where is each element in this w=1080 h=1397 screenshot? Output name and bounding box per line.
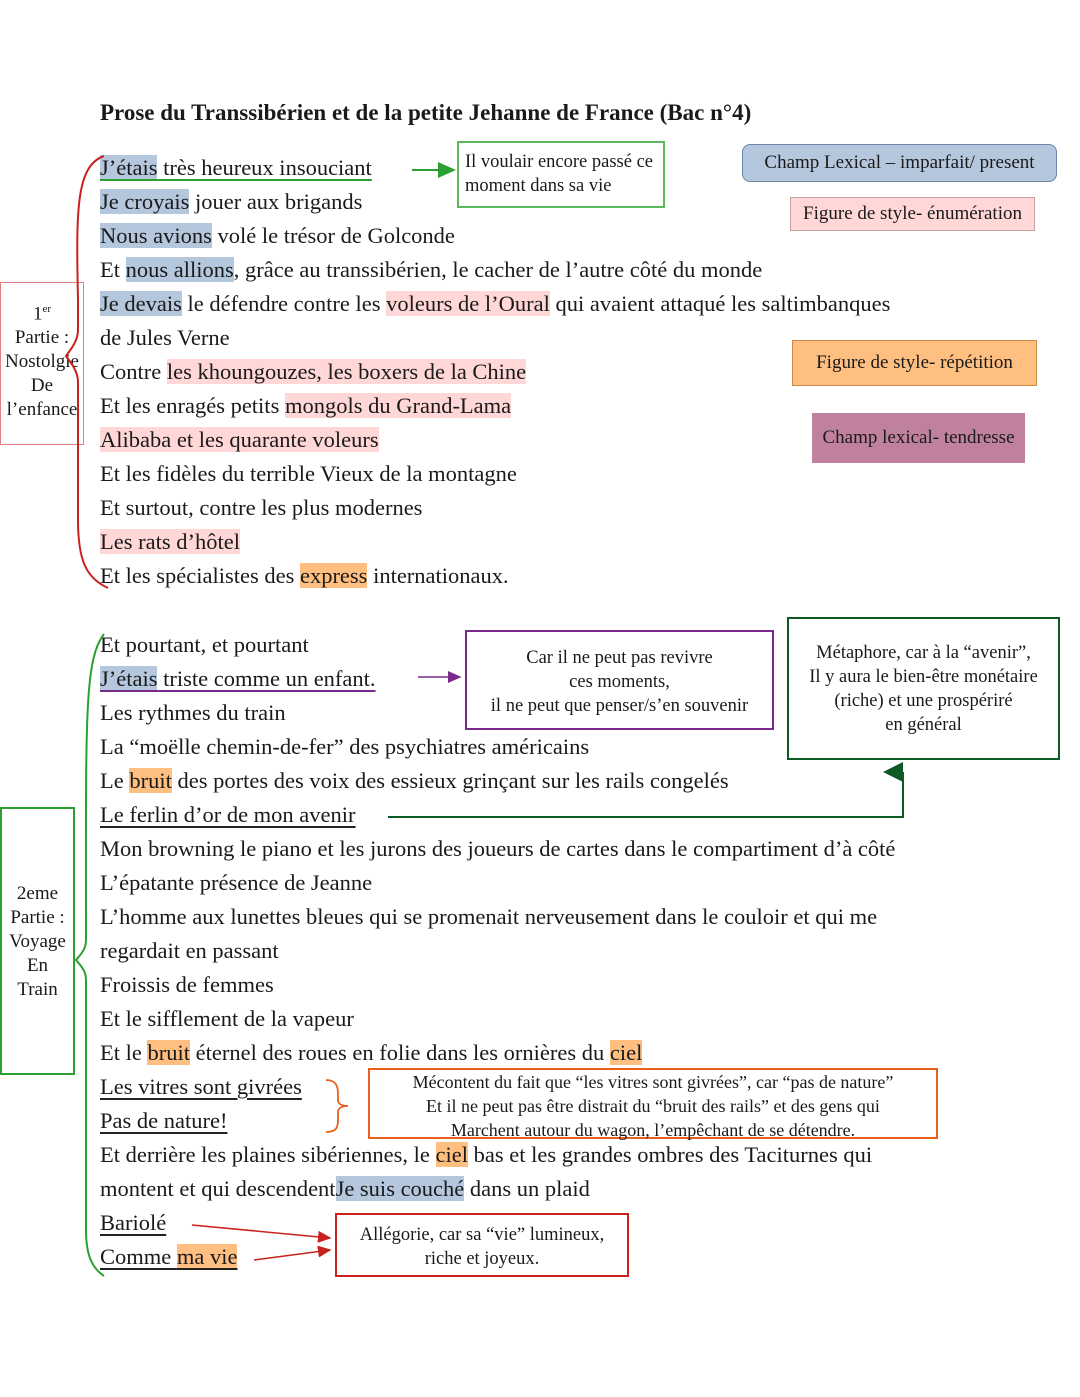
enumeration-highlight: Les rats d’hôtel xyxy=(100,529,240,554)
poem-line: Et surtout, contre les plus modernes xyxy=(100,495,423,520)
poem-line: montent et qui descendentJe suis couché dans un plaid xyxy=(100,1176,590,1201)
note-line: Allégorie, car sa “vie” lumineux, xyxy=(359,1225,605,1245)
part1-label-line: De xyxy=(30,375,54,397)
poem-line: La “moëlle chemin-de-fer” des psychiatres américains xyxy=(100,734,590,759)
poem-line: Et les fidèles du terrible Vieux de la montagne xyxy=(100,461,517,486)
verb-highlight: Nous avions xyxy=(100,223,212,248)
arrow-ma-vie xyxy=(254,1250,330,1260)
poem-line: J’étais très heureux insouciant xyxy=(100,155,372,180)
note-line: Métaphore, car à la “avenir”, xyxy=(816,643,1031,663)
poem-line: Et pourtant, et pourtant xyxy=(100,632,309,657)
arrow-bariole xyxy=(192,1225,330,1238)
part2-label-line: Train xyxy=(17,979,58,1000)
poem-line: Et le bruit éternel des roues en folie dans les ornières du ciel xyxy=(100,1040,643,1065)
poem-line: Le ferlin d’or de mon avenir xyxy=(100,802,356,827)
note-line: il ne peut que penser/s’en souvenir xyxy=(490,696,749,716)
poem-line: Et nous allions, grâce au transsibérien, le cacher de l’autre côté du monde xyxy=(100,257,763,282)
note-line: Mécontent du fait que “les vitres sont givrées”, car “pas de nature” xyxy=(412,1072,894,1092)
repetition-highlight: express xyxy=(299,563,368,588)
poem-line: Mon browning le piano et les jurons des joueurs de cartes dans le compartiment d’à côté xyxy=(100,836,896,861)
poem-line: regardait en passant xyxy=(100,938,279,963)
poem-line: Nous avions volé le trésor de Golconde xyxy=(100,223,455,248)
poem-line: Et les spécialistes des express internationaux. xyxy=(100,563,509,588)
frost-brace xyxy=(326,1080,348,1132)
note-line: Marchent autour du wagon, l’empêchant de se détendre. xyxy=(450,1120,856,1140)
verb-highlight: Je suis couché xyxy=(335,1176,465,1201)
enumeration-highlight: mongols du Grand-Lama xyxy=(284,393,512,418)
poem-line: Le bruit des portes des voix des essieux grinçant sur les rails congelés xyxy=(100,768,729,793)
part2-brace xyxy=(76,634,104,1276)
part1-brace xyxy=(66,156,108,588)
poem-line: Pas de nature! xyxy=(100,1108,228,1133)
part1-label-heading: 1er xyxy=(32,303,52,325)
enumeration-highlight: les khoungouzes, les boxers de la Chine xyxy=(166,359,527,384)
repetition-highlight: bruit xyxy=(129,768,172,793)
part2-label-line: En xyxy=(26,955,49,976)
poem-line: Les rythmes du train xyxy=(100,700,286,725)
enumeration-highlight: voleurs de l’Oural xyxy=(386,291,550,316)
note-line: riche et joyeux. xyxy=(424,1249,540,1269)
note-line: ces moments, xyxy=(569,672,670,692)
repetition-highlight: ciel xyxy=(435,1142,468,1167)
poem-line: Et les enragés petits mongols du Grand-Lama xyxy=(100,393,512,418)
page-title: Prose du Transsibérien et de la petite Jehanne de France (Bac n°4) xyxy=(100,100,752,125)
poem-line: Contre les khoungouzes, les boxers de la Chine xyxy=(100,359,527,384)
poem-line: L’épatante présence de Jeanne xyxy=(100,870,373,895)
note-line: Il y aura le bien-être monétaire xyxy=(809,667,1038,687)
verb-highlight: Je devais xyxy=(100,291,182,316)
verb-highlight: Je croyais xyxy=(100,189,190,214)
poem-line: Froissis de femmes xyxy=(100,972,274,997)
note-line: en général xyxy=(885,715,962,735)
legend-enumeration-label: Figure de style- énumération xyxy=(803,203,1022,224)
part1-label-line: l’enfance xyxy=(6,399,78,421)
part2-label-line: 2eme xyxy=(16,883,59,904)
verb-highlight: nous allions xyxy=(125,257,234,282)
poem-line: Je devais le défendre contre les voleurs de l’Oural qui avaient attaqué les saltimbanques xyxy=(100,291,891,316)
verb-highlight: J’étais xyxy=(100,666,158,691)
poem-line: de Jules Verne xyxy=(100,325,230,350)
poem-line: L’homme aux lunettes bleues qui se promenait nerveusement dans le couloir et qui me xyxy=(100,904,878,929)
part2-label-line: Partie : xyxy=(10,907,65,928)
poem-line: Et le sifflement de la vapeur xyxy=(100,1006,354,1031)
arrow-avenir xyxy=(388,772,903,817)
note-line: Car il ne peut pas revivre xyxy=(526,648,713,668)
poem-line: Comme ma vie xyxy=(100,1244,238,1269)
note-line: Et il ne peut pas être distrait du “bruit des rails” et des gens qui xyxy=(426,1096,880,1116)
part1-label-line: Nostolgie xyxy=(5,351,79,373)
repetition-highlight: ciel xyxy=(609,1040,643,1065)
repetition-highlight: ma vie xyxy=(176,1244,238,1269)
verb-highlight: J’étais xyxy=(100,155,158,180)
legend-repetition-label: Figure de style- répétition xyxy=(816,352,1013,373)
repetition-highlight: bruit xyxy=(147,1040,190,1065)
poem-line: Les vitres sont givrées xyxy=(100,1074,302,1099)
poem-line: J’étais triste comme un enfant. xyxy=(100,666,376,691)
note-happy-past-text: Il voulair encore passé ce moment dans sa vie xyxy=(465,152,653,196)
part1-label-line: Partie : xyxy=(14,327,70,349)
poem-line: Je croyais jouer aux brigands xyxy=(100,189,363,214)
legend-tenderness-label: Champ lexical- tendresse xyxy=(822,427,1015,448)
poem-line: Bariolé xyxy=(100,1210,167,1235)
note-line: (riche) et une prospériré xyxy=(834,691,1013,711)
legend-tense-label: Champ Lexical – imparfait/ present xyxy=(764,152,1035,173)
enumeration-highlight: Alibaba et les quarante voleurs xyxy=(100,427,379,452)
poem-line: Et derrière les plaines sibériennes, le ciel bas et les grandes ombres des Taciturnes qui xyxy=(100,1142,873,1167)
part2-label-line: Voyage xyxy=(9,931,66,952)
